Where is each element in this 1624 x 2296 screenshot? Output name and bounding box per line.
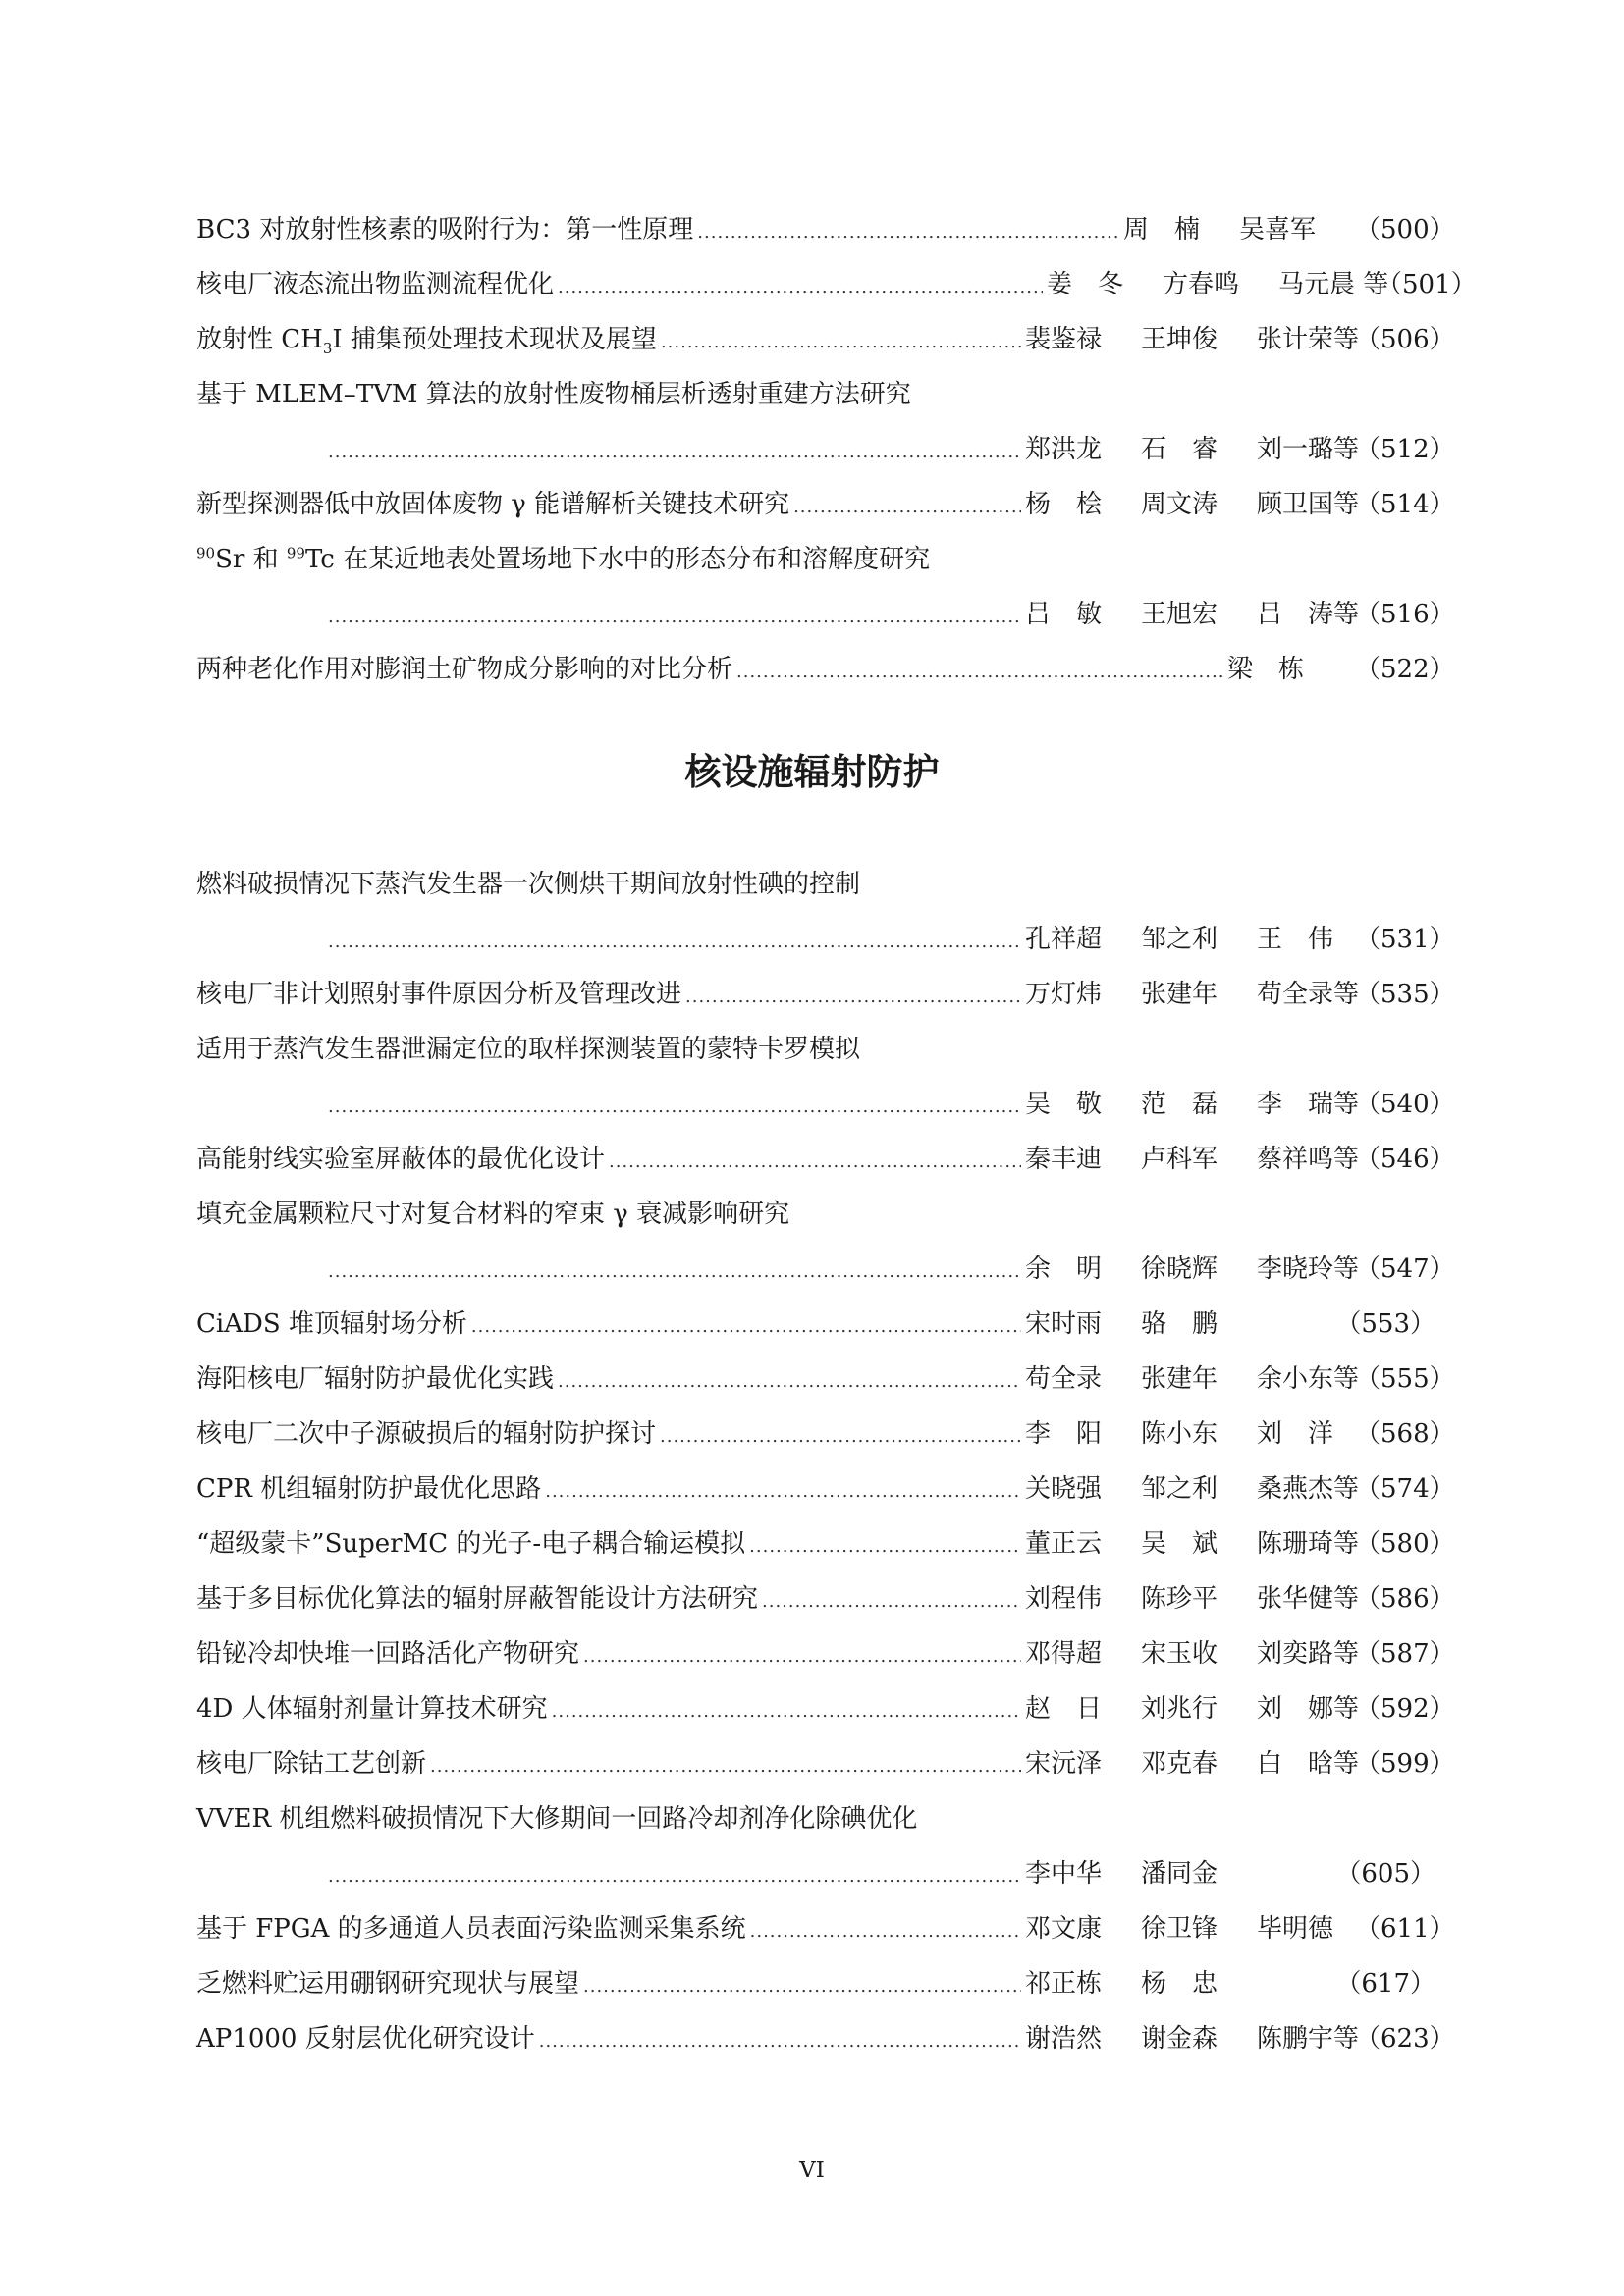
entry-author-1: 吴 敬 [1025, 1090, 1103, 1119]
entry-author-3: 李晓玲等 [1257, 1255, 1360, 1284]
leader-dots [328, 425, 1021, 480]
toc-entry[interactable] [196, 967, 1455, 1022]
entry-title: 燃料破损情况下蒸汽发生器一次侧烘干期间放射性碘的控制 [196, 870, 861, 899]
entry-title: 放射性 $CH_3I$ 捕集预处理技术现状及展望 [196, 325, 657, 358]
entry-author-3: 毕明德 [1257, 1914, 1334, 1944]
entry-author-3: 桑燕杰等 [1257, 1474, 1360, 1504]
entry-author-3: 白 晗等 [1257, 1749, 1360, 1779]
entry-author-1: 董正云 [1025, 1529, 1103, 1559]
toc-entry-author-line[interactable] [196, 912, 1455, 967]
toc-list-top [196, 202, 1477, 697]
entry-page: （522） [1355, 655, 1455, 684]
entry-author-3: 陈珊琦等 [1257, 1529, 1360, 1559]
entry-author-3: 余小东等 [1257, 1364, 1360, 1394]
entry-title: 4D 人体辐射剂量计算技术研究 [196, 1694, 548, 1724]
entry-author-2: 杨 忠 [1141, 1969, 1218, 1999]
leader-dots [762, 1575, 1021, 1629]
entry-author-2: 邹之利 [1141, 925, 1218, 954]
toc-list-bottom [196, 857, 1455, 2066]
entry-title: 基于多目标优化算法的辐射屏蔽智能设计方法研究 [196, 1584, 759, 1614]
entry-author-2: 王旭宏 [1141, 600, 1218, 629]
entry-author-1: 裴鉴禄 [1025, 325, 1103, 354]
entry-author-2: 方春鸣 [1163, 270, 1240, 299]
entry-page: （605） [1335, 1859, 1435, 1889]
leader-dots [328, 1849, 1021, 1904]
entry-page: （555） [1355, 1364, 1455, 1394]
entry-title: 乏燃料贮运用硼钢研究现状与展望 [196, 1969, 580, 1999]
page-number: VI [799, 2158, 825, 2183]
entry-page: （500） [1355, 215, 1455, 244]
entry-author-3: 李 瑞等 [1257, 1090, 1360, 1119]
entry-author-2: 石 睿 [1141, 435, 1218, 464]
entry-title: 两种老化作用对膨润土矿物成分影响的对比分析 [196, 655, 733, 684]
toc-entry[interactable] [196, 1462, 1455, 1517]
entry-title: 核电厂除钴工艺创新 [196, 1749, 427, 1779]
leader-dots [545, 1465, 1021, 1520]
entry-page: （553） [1335, 1309, 1435, 1339]
toc-entry[interactable] [196, 1517, 1455, 1572]
leader-dots [471, 1300, 1021, 1355]
entry-author-1: 祁正栋 [1025, 1969, 1103, 1999]
entry-author-1: 宋时雨 [1025, 1309, 1103, 1339]
toc-entry-author-line[interactable] [196, 1077, 1455, 1132]
entry-author-3: 刘 娜等 [1257, 1694, 1360, 1724]
toc-entry[interactable] [196, 1682, 1455, 1736]
entry-title: 高能射线实验室屏蔽体的最优化设计 [196, 1145, 606, 1174]
entry-author-1: 余 明 [1025, 1255, 1103, 1284]
entry-author-1: 李 阳 [1025, 1419, 1103, 1449]
entry-author-2: 徐卫锋 [1141, 1914, 1218, 1944]
toc-entry[interactable] [196, 257, 1477, 312]
entry-author-2: 邹之利 [1141, 1474, 1218, 1504]
entry-title: 基于 FPGA 的多通道人员表面污染监测采集系统 [196, 1914, 746, 1944]
entry-title: “超级蒙卡”SuperMC 的光子-电子耦合输运模拟 [196, 1529, 746, 1559]
toc-entry[interactable] [196, 1297, 1435, 1352]
leader-dots [558, 1355, 1021, 1410]
entry-author-2: 潘同金 [1141, 1859, 1218, 1889]
toc-entry[interactable] [196, 1132, 1455, 1187]
toc-entry[interactable] [196, 1736, 1455, 1791]
entry-author-3: 顾卫国等 [1257, 490, 1360, 519]
entry-author-2: 吴 斌 [1141, 1529, 1218, 1559]
entry-author-1: 谢浩然 [1025, 2024, 1103, 2054]
entry-title: $^{90}$Sr 和 $^{99}$Tc 在某近地表处置场地下水中的形态分布和溶解度研究 [196, 544, 931, 574]
entry-page: （586） [1355, 1584, 1455, 1614]
entry-author-2: 张建年 [1141, 980, 1218, 1009]
entry-author-3: 张华健等 [1257, 1584, 1360, 1614]
entry-author-1: 宋沅泽 [1025, 1749, 1103, 1779]
entry-title: VVER 机组燃料破损情况下大修期间一回路冷却剂净化除碘优化 [196, 1804, 918, 1834]
leader-dots [697, 205, 1119, 260]
leader-dots [430, 1739, 1021, 1794]
entry-title: BC3 对放射性核素的吸附行为：第一性原理 [196, 215, 694, 244]
toc-entry-title-line[interactable] [196, 1187, 1435, 1242]
entry-author-1: 杨 桧 [1025, 490, 1103, 519]
leader-dots [328, 915, 1021, 970]
entry-page: （617） [1335, 1969, 1435, 1999]
leader-dots [660, 1410, 1021, 1465]
leader-dots [328, 1080, 1021, 1135]
entry-author-2: 陈珍平 [1141, 1584, 1218, 1614]
leader-dots [736, 645, 1223, 700]
entry-title: 填充金属颗粒尺寸对复合材料的窄束 γ 衰减影响研究 [196, 1200, 790, 1229]
section-heading: 核设施辐射防护 [684, 751, 940, 793]
toc-entry-title-line[interactable] [196, 367, 1435, 422]
toc-entry[interactable] [196, 1956, 1435, 2011]
leader-dots [583, 1959, 1021, 2014]
entry-title: 基于 MLEM–TVM 算法的放射性废物桶层析透射重建方法研究 [196, 380, 911, 409]
toc-entry-title-line[interactable] [196, 857, 1435, 912]
entry-title: 适用于蒸汽发生器泄漏定位的取样探测装置的蒙特卡罗模拟 [196, 1035, 861, 1064]
entry-author-1: 吕 敏 [1025, 600, 1103, 629]
entry-page: （546） [1355, 1145, 1455, 1174]
entry-author-1: 姜 冬 [1047, 270, 1124, 299]
toc-entry[interactable] [196, 1627, 1455, 1682]
entry-author-1: 邓得超 [1025, 1639, 1103, 1669]
entry-author-1: 秦丰迪 [1025, 1145, 1103, 1174]
toc-entry[interactable] [196, 1407, 1455, 1462]
entry-title: 核电厂二次中子源破损后的辐射防护探讨 [196, 1419, 657, 1449]
leader-dots [685, 970, 1021, 1025]
leader-dots [609, 1135, 1021, 1190]
entry-title: AP1000 反射层优化研究设计 [196, 2024, 535, 2054]
entry-page: （516） [1355, 600, 1455, 629]
entry-page: （501） [1377, 270, 1477, 299]
entry-page: （574） [1355, 1474, 1455, 1504]
toc-entry-title-line[interactable] [196, 1791, 1435, 1846]
toc-entry-author-line[interactable] [196, 1846, 1435, 1901]
entry-page: （535） [1355, 980, 1455, 1009]
entry-author-3: 蔡祥鸣等 [1257, 1145, 1360, 1174]
entry-author-2: 邓克春 [1141, 1749, 1218, 1779]
toc-entry-author-line[interactable] [196, 422, 1455, 477]
leader-dots [328, 590, 1021, 645]
entry-page: （623） [1355, 2024, 1455, 2054]
entry-page: （547） [1355, 1255, 1455, 1284]
leader-dots [328, 1245, 1021, 1300]
toc-entry-author-line[interactable] [196, 1242, 1455, 1297]
entry-author-1: 郑洪龙 [1025, 435, 1103, 464]
entry-title: CiADS 堆顶辐射场分析 [196, 1309, 467, 1339]
toc-entry[interactable] [196, 1901, 1455, 1956]
entry-author-1: 周 楠 [1123, 215, 1201, 244]
entry-author-3: 马元晨 等 [1278, 270, 1389, 299]
entry-author-1: 赵 日 [1025, 1694, 1103, 1724]
entry-author-3: 刘奕路等 [1257, 1639, 1360, 1669]
entry-author-2: 张建年 [1141, 1364, 1218, 1394]
entry-author-1: 梁 栋 [1227, 655, 1305, 684]
toc-entry-title-line[interactable] [196, 532, 1435, 587]
toc-entry[interactable] [196, 2011, 1455, 2066]
entry-author-2: 周文涛 [1141, 490, 1218, 519]
entry-page: （531） [1355, 925, 1455, 954]
entry-author-2: 卢科军 [1141, 1145, 1218, 1174]
entry-page: （506） [1355, 325, 1455, 354]
leader-dots [552, 1684, 1021, 1739]
entry-author-3: 刘一璐等 [1257, 435, 1360, 464]
entry-title: 铅铋冷却快堆一回路活化产物研究 [196, 1639, 580, 1669]
toc-entry[interactable] [196, 1352, 1455, 1407]
entry-author-1: 刘程伟 [1025, 1584, 1103, 1614]
entry-title: 核电厂非计划照射事件原因分析及管理改进 [196, 980, 682, 1009]
entry-author-1: 邓文康 [1025, 1914, 1103, 1944]
entry-title: CPR 机组辐射防护最优化思路 [196, 1474, 542, 1504]
entry-author-3: 刘 洋 [1257, 1419, 1334, 1449]
entry-page: （599） [1355, 1749, 1455, 1779]
entry-author-2: 王坤俊 [1141, 325, 1218, 354]
entry-author-2: 谢金森 [1141, 2024, 1218, 2054]
entry-author-3: 张计荣等 [1257, 325, 1360, 354]
toc-entry[interactable] [196, 477, 1455, 532]
toc-entry[interactable] [196, 642, 1455, 697]
entry-page: （587） [1355, 1639, 1455, 1669]
leader-dots [793, 480, 1021, 535]
toc-entry[interactable] [196, 312, 1455, 367]
entry-page: （512） [1355, 435, 1455, 464]
entry-author-3: 吕 涛等 [1257, 600, 1360, 629]
entry-title: 新型探测器低中放固体废物 γ 能谱解析关键技术研究 [196, 490, 790, 519]
entry-page: （540） [1355, 1090, 1455, 1119]
entry-author-2: 陈小东 [1141, 1419, 1218, 1449]
leader-dots [749, 1520, 1021, 1575]
leader-dots [539, 2014, 1021, 2069]
entry-author-2: 骆 鹏 [1141, 1309, 1218, 1339]
entry-author-2: 刘兆行 [1141, 1694, 1218, 1724]
entry-author-3: 王 伟 [1257, 925, 1334, 954]
entry-author-1: 孔祥超 [1025, 925, 1103, 954]
toc-entry[interactable] [196, 202, 1455, 257]
entry-author-2: 徐晓辉 [1141, 1255, 1218, 1284]
toc-entry-author-line[interactable] [196, 587, 1455, 642]
entry-page: （611） [1355, 1914, 1455, 1944]
entry-author-2: 吴喜军 [1239, 215, 1317, 244]
entry-page: （568） [1355, 1419, 1455, 1449]
entry-author-3: 陈鹏宇等 [1257, 2024, 1360, 2054]
leader-dots [558, 260, 1043, 315]
entry-author-1: 万灯炜 [1025, 980, 1103, 1009]
entry-author-2: 范 磊 [1141, 1090, 1218, 1119]
entry-author-2: 宋玉收 [1141, 1639, 1218, 1669]
leader-dots [750, 1904, 1021, 1959]
leader-dots [583, 1629, 1021, 1684]
leader-dots [661, 315, 1021, 370]
entry-author-1: 关晓强 [1025, 1474, 1103, 1504]
entry-page: （592） [1355, 1694, 1455, 1724]
toc-entry-title-line[interactable] [196, 1022, 1435, 1077]
entry-page: （580） [1355, 1529, 1455, 1559]
entry-page: （514） [1355, 490, 1455, 519]
toc-entry[interactable] [196, 1572, 1455, 1627]
entry-author-1: 苟全录 [1025, 1364, 1103, 1394]
entry-author-3: 苟全录等 [1257, 980, 1360, 1009]
entry-title: 核电厂液态流出物监测流程优化 [196, 270, 555, 299]
entry-author-1: 李中华 [1025, 1859, 1103, 1889]
entry-title: 海阳核电厂辐射防护最优化实践 [196, 1364, 555, 1394]
